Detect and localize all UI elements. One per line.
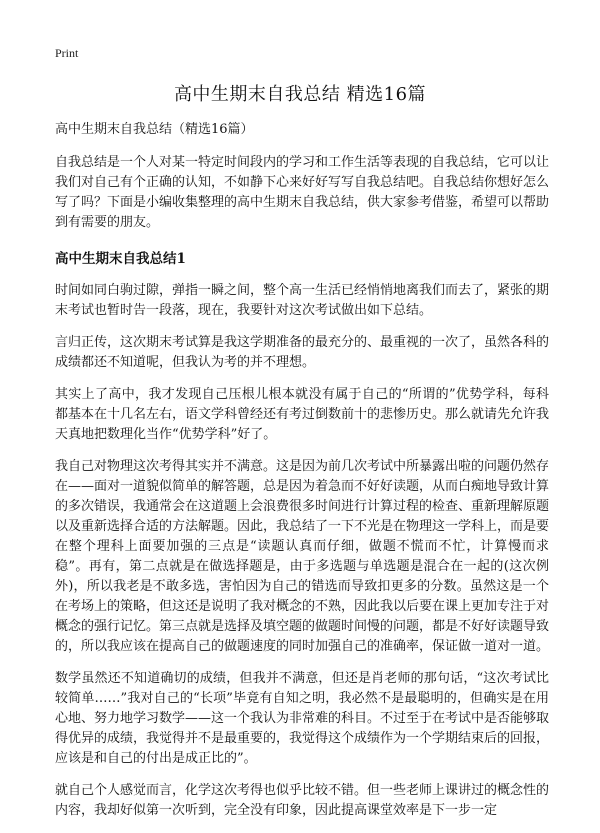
- paragraph: 就自己个人感觉而言，化学这次考得也似乎比较不错。但一些老师上课讲过的概念性的内容，我却好似第一次听到，完全没有印象，因此提高课堂效率是下一步一定: [55, 783, 550, 818]
- document-body: [55, 120, 549, 833]
- print-link[interactable]: Print: [55, 46, 79, 60]
- paragraph: 数学虽然还不知道确切的成绩，但我并不满意，但还是肖老师的那句话，“这次考试比较简单……”我对自己的“长项”毕竟有自知之明，我必然不是最聪明的，但确实是在用心地、努力地学习数学——这一个我认为非常难的科目。不过至于在考试中是否能够取得优异的成绩，我觉得并不是最重要的，我觉得这个成绩作为一个学期结束后的回报，应该是和自己的付出是成正比的”。: [55, 671, 550, 766]
- paragraph: 其实上了高中，我才发现自己压根儿根本就没有属于自己的“所谓的”优势学科，每科都基本在十几名左右，语文学科曾经还有考过倒数前十的悲惨历史。那么就请先允许我天真地把数理化当作“优势学科”好了。: [55, 387, 550, 442]
- page-title: 高中生期末自我总结 精选16篇: [173, 84, 427, 105]
- document-subtitle: 高中生期末自我总结（精选16篇）: [55, 122, 254, 137]
- paragraph: 我自己对物理这次考得其实并不满意。这是因为前几次考试中所暴露出啦的问题仍然存在——面对一道貌似简单的解答题，总是因为着急而不好好读题，从而白痴地导致计算的多次错误，我通常会在这道题上会浪费很多时间进行计算过程的检查、重新理解原题以及重新选择合适的方法解题。因此，我总结了一下不光是在物理这一学科上，而是要在整个理科上面要加强的三点是“读题认真而仔细，做题不慌而不忙，计算慢而求稳”。再有，第二点就是在做选择题是，由于多选题与单选题是混合在一起的(这次例外)，所以我老是不敢多选，害怕因为自己的错选而导致扣更多的分数。虽然这是一个在考场上的策略，但这还是说明了我对概念的不熟，因此我以后要在课上更加专注于对概念的强行记忆。第三点就是选择及填空题的做题时间慢的问题，都是不好好读题导致的，所以我应该在提高自己的做题速度的同时加强自己的准确率，保证做一道对一道。: [55, 459, 550, 654]
- section-heading: 高中生期末自我总结1: [55, 251, 186, 267]
- paragraph: 时间如同白驹过隙，弹指一瞬之间，整个高一生活已经悄悄地离我们而去了，紧张的期末考试也暂时告一段落，现在，我要针对这次考试做出如下总结。: [55, 283, 550, 318]
- intro-paragraph: 自我总结是一个人对某一特定时间段内的学习和工作生活等表现的自我总结，它可以让我们对自己有个正确的认知，不如静下心来好好写写自我总结吧。自我总结你想好怎么写了吗？下面是小编收集整理的高中生期末自我总结，供大家参考借鉴，希望可以帮助到有需要的朋友。: [55, 155, 550, 230]
- paragraph: 言归正传，这次期末考试算是我这学期准备的最充分的、最重视的一次了，虽然各科的成绩都还不知道呢，但我认为考的并不理想。: [55, 335, 550, 370]
